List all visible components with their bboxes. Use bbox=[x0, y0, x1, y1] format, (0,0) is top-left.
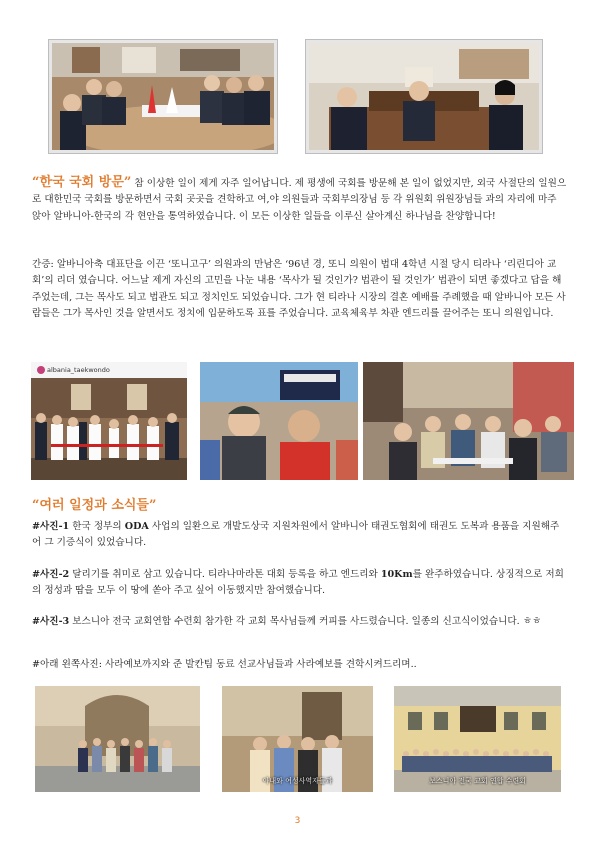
page-number: 3 bbox=[294, 816, 301, 826]
news-item-2-distance: 10Km bbox=[380, 569, 413, 580]
news-item-3-text: 보스니아 전국 교회연합 수련회 참가한 각 교회 목사님들께 커피를 사드렸습니다. 일종의 신고식이었습니다. ㅎㅎ bbox=[69, 616, 542, 627]
women-missionaries-photo bbox=[222, 686, 373, 792]
news-item-1-text-a: 한국 정부의 bbox=[69, 521, 125, 532]
parliament-meeting-illustration bbox=[52, 43, 274, 150]
women-missionaries-caption: 아내와 여성사역자들과 bbox=[262, 777, 333, 785]
bosnia-retreat-photo bbox=[394, 686, 561, 792]
office-meeting-photo bbox=[306, 40, 542, 153]
news-item-2 bbox=[32, 567, 567, 600]
news-item-4 bbox=[32, 657, 567, 673]
parliament-visit-text: 참 이상한 일이 제게 자주 일어납니다. 제 평생에 국회를 방문해 본 일이 없었지만, 외국 사절단의 일원으로 대한민국 국회를 방문하면서 국회 곳곳을 견학하고 여,야 의원들과 국회부의장님 등 각 위원회 위원장님들 과의 자리에 마주 앉아 알바니아-한국의 각 현안을 통역하였습니다. 이 모든 이상한 일들을 이루신 살아계신 하나님을 찬양합니다! bbox=[32, 178, 567, 222]
news-item-2-text-a: 달리기를 취미로 삼고 있습니다. 티라나마라톤 대회 등록을 하고 엔드리와 bbox=[69, 569, 381, 580]
news-section-title: “여러 일정과 소식들” bbox=[32, 498, 157, 513]
bosnia-retreat-caption: 보스니아 전국 교회 연합 수련회 bbox=[429, 777, 526, 785]
news-item-1-text-b: 사업의 일환으로 개발도상국 지원차원에서 알바니아 태권도협회에 태권도 도복과 용품을 지원해주어 그 기증식이 있었습니다. bbox=[32, 521, 560, 549]
marathon-illustration bbox=[200, 362, 358, 480]
parliament-meeting-photo bbox=[49, 40, 277, 153]
parliament-visit-paragraph bbox=[32, 175, 567, 225]
instagram-avatar-icon bbox=[37, 366, 45, 374]
testimony-paragraph: 간증: 알바니아축 대표단을 이끈 ‘또니고구’ 의원과의 만남은 ‘96년 경, 또니 의원이 법대 4학년 시절 당시 티라나 ‘리린디아 교회’의 리더 였습니다. 어느날 제게 자신의 고민을 나눈 내용 ‘목사가 될 것인가? 법관이 될 것인가’ 법관이 되면 좋겠다고 답을 해주었는데, 그는 목사도 되고 법관도 되고 정치인도 되었습니다. 그가 현 티라나 시장의 결혼 예배를 주례했을 때 알바니아 모든 사람들은 그가 목사인 것을 알면서도 정치에 입문하도록 표를 주었습니다. 교육체육부 차관 엔드리를 끌어주는 또니 의원입니다. bbox=[32, 259, 566, 319]
office-meeting-illustration bbox=[309, 43, 539, 150]
news-item-4-text: #아래 왼쪽사진: 사라예보까지와 준 발칸팀 동료 선교사님들과 사라예보를 견학시켜드리며.. bbox=[32, 659, 417, 670]
pastors-cafe-photo bbox=[363, 362, 574, 480]
news-item-1 bbox=[32, 519, 567, 552]
taekwondo-illustration bbox=[31, 362, 187, 480]
sarajevo-illustration bbox=[35, 686, 200, 792]
taekwondo-donation-photo bbox=[31, 362, 187, 480]
news-item-2-tag: #사진-2 bbox=[32, 569, 70, 580]
news-item-1-oda: ODA bbox=[124, 521, 149, 532]
news-item-2-text-b: 를 완주하였습니다. 상징적으로 저희의 정성과 땀을 모두 이 땅에 쏟아 주고 싶어 이동했지만 참여했습니다. bbox=[32, 569, 564, 597]
sarajevo-group-photo bbox=[35, 686, 200, 792]
news-item-3-tag: #사진-3 bbox=[32, 616, 70, 627]
cafe-illustration bbox=[363, 362, 574, 480]
news-item-3 bbox=[32, 614, 567, 630]
instagram-handle: albania_taekwondo bbox=[47, 366, 110, 374]
parliament-visit-heading: “한국 국회 방문” bbox=[32, 175, 132, 190]
marathon-photo bbox=[200, 362, 358, 480]
news-item-1-tag: #사진-1 bbox=[32, 521, 70, 532]
